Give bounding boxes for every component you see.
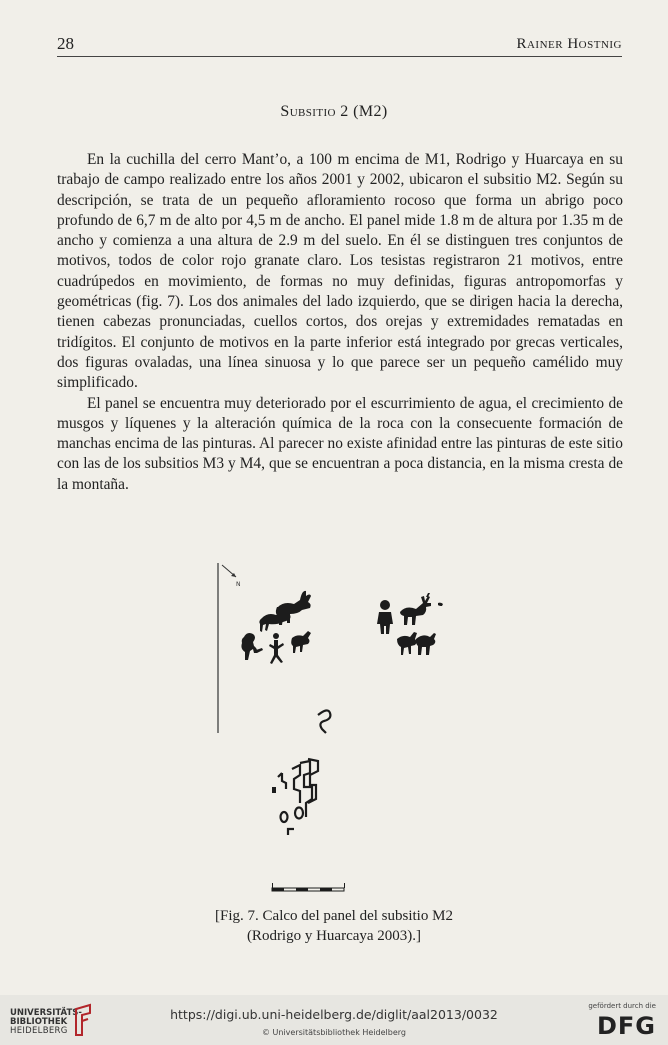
library-name-line-2: BIBLIOTHEK [10, 1017, 68, 1027]
rock-art-drawing [200, 555, 470, 895]
left-motif-group [241, 591, 311, 664]
scale-bar [272, 883, 345, 891]
page-number: 28 [57, 34, 74, 53]
library-name-line-1: UNIVERSITÄTS- [10, 1008, 82, 1018]
caption-line-1: [Fig. 7. Calco del panel del subsitio M2 [215, 908, 453, 924]
lower-motif-group [278, 710, 330, 835]
dfg-logo: DFG [596, 1012, 656, 1040]
body-text [57, 150, 623, 495]
library-name-line-3: HEIDELBERG [10, 1026, 68, 1036]
right-motif-group [377, 593, 443, 655]
page-header [57, 34, 622, 57]
funded-by-label: gefördert durch die [588, 1002, 656, 1010]
rock-art-figure [200, 555, 470, 895]
digitization-footer [0, 995, 668, 1045]
paragraph-1: En la cuchilla del cerro Mant’o, a 100 m encima de M1, Rodrigo y Huarcaya en su trabajo de campo realizado entre los años 2001 y 2002, ubicaron el subsitio M2. Según su descripción, se trata de un pequeño afloramiento rocoso que forma un abrigo poco profundo de 6,7 m de alto por 4,5 m de ancho. El panel mide 1.8 m de altura por 1.35 m de ancho y comienza a una altura de 2.9 m del suelo. En él se distinguen tres conjuntos de motivos, todos de color rojo granate claro. Los tesistas registraron 21 motivos, entre cuadrúpedos en movimiento, de formas no muy definidas, figuras antropomorfas y geométricas (fig. 7). Los dos animales del lado izquierdo, que se dirigen hacia la derecha, tienen cabezas pronunciadas, cuellos cortos, dos orejas y extremidades rematadas en tridígitos. El conjunto de motivos en la parte inferior está integrado por grecas verticales, dos figuras ovaladas, una línea sinuosa y lo que parece ser un pequeño camélido muy simplificado. [57, 151, 623, 392]
north-label: N [236, 581, 241, 588]
figure-caption [0, 906, 668, 946]
paragraph-2: El panel se encuentra muy deteriorado por el escurrimiento de agua, el crecimiento de musgos y líquenes y la alteración química de la roca con la consecuente formación de manchas encima de las pinturas. Al parecer no existe afinidad entre las pinturas de este sitio con las de los subsitios M3 y M4, que se encuentran a poca distancia, en la misma cresta de la montaña. [57, 394, 623, 493]
running-head-author: Rainer Hostnig [516, 36, 622, 52]
section-title: Subsitio 2 (M2) [280, 103, 388, 120]
caption-line-2: (Rodrigo y Huarcaya 2003).] [246, 928, 422, 944]
copyright-notice: © Universitätsbibliothek Heidelberg [261, 1028, 406, 1037]
source-url-link[interactable]: https://digi.ub.uni-heidelberg.de/diglit/aal2013/0032 [170, 1007, 498, 1022]
